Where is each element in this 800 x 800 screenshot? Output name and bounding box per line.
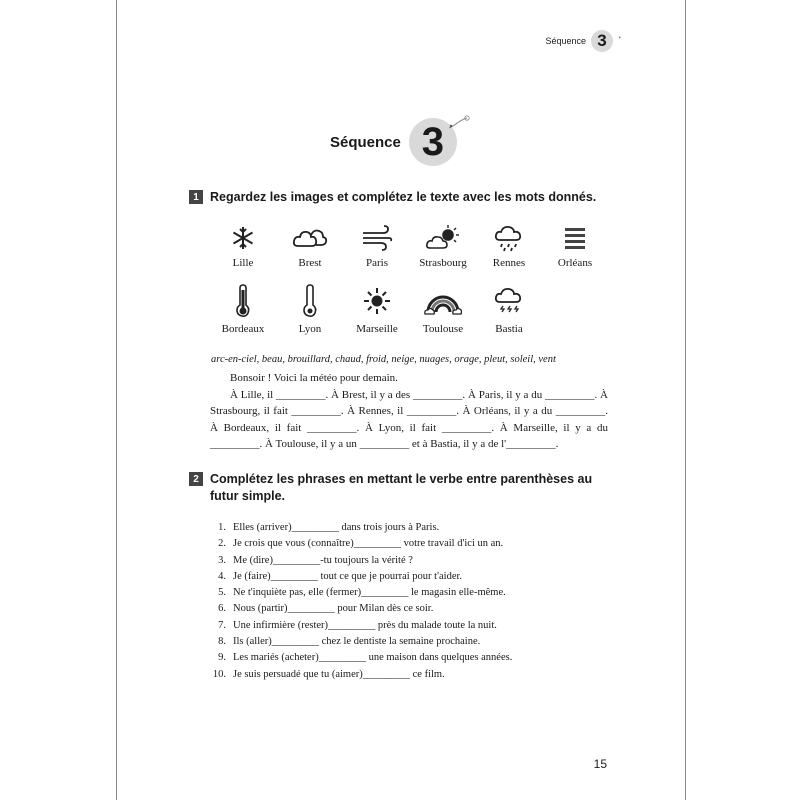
running-header-label: Séquence [545,36,586,46]
list-item: 2. Je crois que vous (connaître)_________ votre travail d'ici un an. [218,538,504,550]
city-label: Toulouse [422,323,464,335]
weather-bordeaux [211,284,275,335]
list-item: 4. Je (faire)_________ tout ce que je pourrai pour t'aider. [218,570,463,582]
word-bank: arc-en-ciel, beau, brouillard, chaud, froid, neige, nuages, orage, pleut, soleil, vent [211,354,556,365]
weather-paragraph [210,370,608,453]
weather-brest [278,224,342,269]
paragraph-body: À Lille, il _________. À Brest, il y a des _________. À Paris, il y a du _________. À Strasbourg, il fait _________. À Rennes, il _________. À Orléans, il y a du _________. À Bordeaux, il fait _________. À Lyon, il fait _________. À Marseille, il y a du _________. À Toulouse, il y a un _________ et à Bastia, il y a de l'_________. [210,388,608,450]
city-label: Orléans [557,257,593,269]
exercise-1-number: 1 [189,190,203,204]
hot-thermometer-icon [229,284,257,318]
list-item: 6. Nous (partir)_________ pour Milan dès ce soir. [218,603,434,615]
weather-orleans [543,224,607,269]
weather-bastia [477,284,541,335]
weather-marseille [345,284,409,335]
list-item: 8. Ils (aller)_________ chez le dentiste la semaine prochaine. [218,636,481,648]
cloud-icon [292,224,328,252]
cold-thermometer-icon [296,284,324,318]
list-item: 7. Une infirmière (rester)_________ près du malade toute la nuit. [218,619,497,631]
snowflake-icon [229,224,257,252]
exercise-1-heading [189,189,596,206]
list-item: 1. Elles (arriver)_________ dans trois jours à Paris. [218,522,440,533]
paragraph-line-1: Bonsoir ! Voici la météo pour demain. [230,372,398,384]
weather-rennes [477,224,541,269]
page-number: 15 [593,757,607,771]
list-item: 5. Ne t'inquiète pas, elle (fermer)_________ le magasin elle-même. [218,587,506,599]
rain-cloud-icon [493,224,525,252]
exercise-2-heading [189,471,599,505]
swirl-icon [447,114,471,132]
sun-icon [362,284,392,318]
city-label: Rennes [492,257,526,269]
sequence-title [330,118,457,166]
list-item: 10. Je suis persuadé que tu (aimer)_________ ce film. [212,668,445,680]
weather-paris [345,224,409,269]
city-label: Marseille [356,323,398,335]
list-item: 9. Les mariés (acheter)_________ une maison dans quelques années. [218,652,513,664]
weather-toulouse [411,284,475,335]
weather-lille [211,224,275,269]
city-label: Lille [232,257,254,269]
weather-lyon [278,284,342,335]
list-item: 3. Me (dire)_________-tu toujours la vérité ? [218,554,413,566]
exercise-2-instruction: Complétez les phrases en mettant le verbe entre parenthèses au futur simple. [210,472,593,503]
running-header [545,30,621,52]
sun-cloud-icon [425,224,461,252]
city-label: Bastia [495,323,523,335]
city-label: Paris [366,257,388,269]
exercise-2-number: 2 [189,472,203,486]
running-header-number: 3 [591,30,613,52]
sentence-list [211,520,512,683]
wind-icon [361,224,393,252]
fog-icon [561,224,589,252]
weather-strasbourg [411,224,475,269]
sequence-title-number: 3 [409,118,457,166]
city-label: Bordeaux [221,323,265,335]
storm-cloud-icon [493,284,525,318]
exercise-1-instruction: Regardez les images et complétez le texte avec les mots donnés. [210,190,597,204]
city-label: Strasbourg [419,257,467,269]
sparkle-icon: • [618,34,621,42]
textbook-page [116,0,686,800]
city-label: Brest [298,257,322,269]
city-label: Lyon [298,323,322,335]
sequence-title-word: Séquence [330,133,401,151]
rainbow-icon [424,284,462,318]
